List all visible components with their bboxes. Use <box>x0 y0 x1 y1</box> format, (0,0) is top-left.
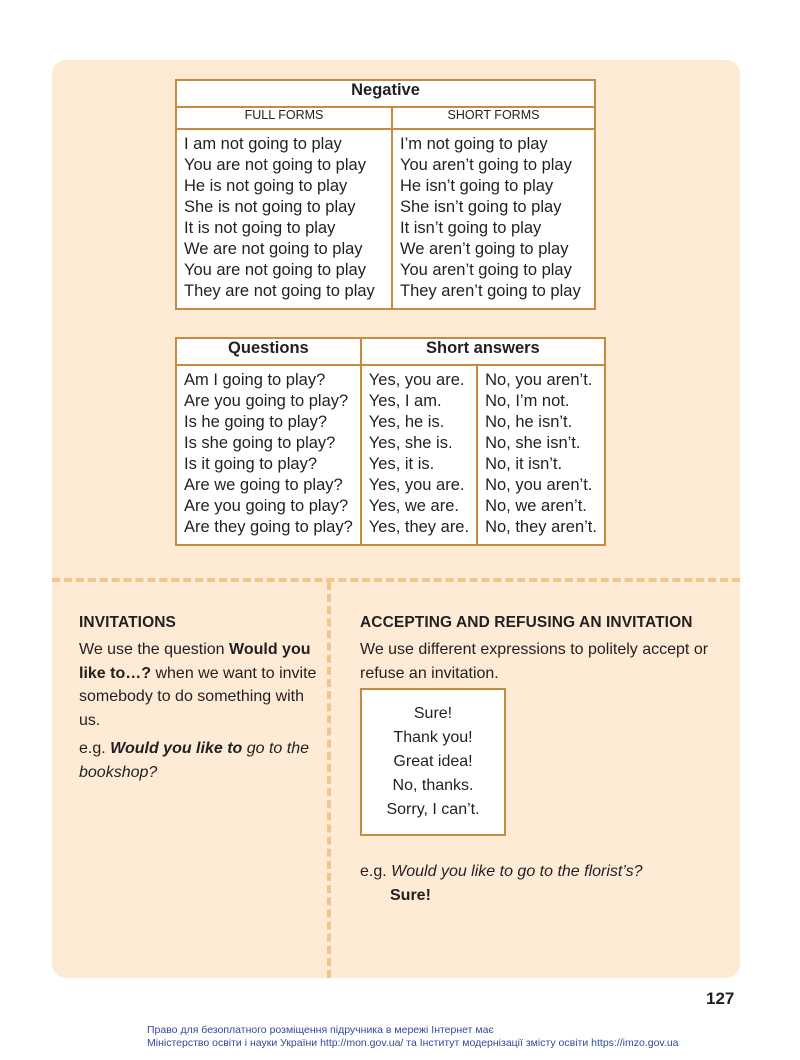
invitations-question-phrase: Would you like to…? <box>79 641 311 682</box>
no-answer-line: No, he isn’t. <box>485 413 573 431</box>
full-form-line: It is not going to play <box>184 219 336 237</box>
footer-line: Право для безоплатного розміщення підручника в мережі Інтернет має <box>147 1024 494 1036</box>
invitations-example <box>79 737 324 784</box>
no-answer-line: No, you aren’t. <box>485 476 593 494</box>
full-form-line: I am not going to play <box>184 135 342 153</box>
short-form-line: You aren’t going to play <box>400 156 572 174</box>
no-answers-column <box>477 365 605 545</box>
example-question: Would you like to go to the florist’s? <box>391 863 643 880</box>
yes-answer-line: Yes, you are. <box>368 371 465 389</box>
no-answer-line: No, we aren’t. <box>485 497 587 515</box>
question-line: Are you going to play? <box>184 497 349 515</box>
yes-answer-line: Yes, I am. <box>368 392 442 410</box>
question-line: Is he going to play? <box>184 413 328 431</box>
yes-answers-column <box>361 365 477 545</box>
full-form-line: You are not going to play <box>184 156 366 174</box>
invitations-text-part: when we want to invite somebody to do something with us. <box>79 664 317 729</box>
short-forms-column <box>392 129 595 309</box>
questions-header: Questions <box>176 338 361 365</box>
short-form-line: He isn’t going to play <box>400 177 554 195</box>
expressions-box <box>360 688 506 836</box>
negative-table <box>175 79 596 310</box>
short-form-line: It isn’t going to play <box>400 219 542 237</box>
no-answer-line: No, she isn’t. <box>485 434 581 452</box>
questions-column <box>176 365 361 545</box>
expression-line: Sorry, I can’t. <box>386 801 480 818</box>
expression-line: Great idea! <box>393 753 473 770</box>
negative-table-title: Negative <box>176 80 595 107</box>
expression-line: Sure! <box>413 705 453 722</box>
footer-line: Міністерство освіти і науки України http://mon.gov.ua/ та Інститут модернізації змісту освіти https://imzo.gov.ua <box>147 1037 679 1049</box>
full-forms-header: FULL FORMS <box>176 107 392 129</box>
short-form-line: They aren’t going to play <box>400 282 581 300</box>
no-answer-line: No, it isn’t. <box>485 455 563 473</box>
invitations-text <box>79 638 319 732</box>
short-form-line: She isn’t going to play <box>400 198 562 216</box>
full-form-line: He is not going to play <box>184 177 348 195</box>
yes-answer-line: Yes, we are. <box>368 497 459 515</box>
question-line: Are they going to play? <box>184 518 353 536</box>
yes-answer-line: Yes, they are. <box>368 518 470 536</box>
full-forms-column <box>176 129 392 309</box>
invitations-text-part: We use the question <box>79 641 230 658</box>
full-form-line: You are not going to play <box>184 261 366 279</box>
full-form-line: She is not going to play <box>184 198 356 216</box>
short-answers-header: Short answers <box>361 338 605 365</box>
vertical-dashed-divider <box>327 582 331 978</box>
example-rest: go to the bookshop? <box>79 740 310 781</box>
full-form-line: They are not going to play <box>184 282 375 300</box>
expression-line: Thank you! <box>393 729 473 746</box>
example-prefix: e.g. <box>79 740 111 757</box>
invitations-heading: INVITATIONS <box>79 614 176 631</box>
accepting-heading: ACCEPTING AND REFUSING AN INVITATION <box>360 614 693 631</box>
full-form-line: We are not going to play <box>184 240 363 258</box>
question-line: Am I going to play? <box>184 371 326 389</box>
questions-table <box>175 337 606 546</box>
question-line: Is it going to play? <box>184 455 317 473</box>
short-form-line: We aren’t going to play <box>400 240 569 258</box>
no-answer-line: No, they aren’t. <box>485 518 597 536</box>
yes-answer-line: Yes, you are. <box>368 476 465 494</box>
question-line: Are you going to play? <box>184 392 349 410</box>
footer-notice <box>147 1024 679 1050</box>
short-form-line: I’m not going to play <box>400 135 548 153</box>
page-number: 127 <box>706 989 735 1008</box>
example-answer: Sure! <box>390 886 431 904</box>
short-form-line: You aren’t going to play <box>400 261 572 279</box>
yes-answer-line: Yes, she is. <box>368 434 453 452</box>
horizontal-dashed-divider <box>52 578 740 582</box>
accepting-text: We use different expressions to politely accept or refuse an invitation. <box>360 641 709 682</box>
yes-answer-line: Yes, it is. <box>368 455 435 473</box>
expression-line: No, thanks. <box>392 777 474 794</box>
yes-answer-line: Yes, he is. <box>368 413 445 431</box>
no-answer-line: No, you aren’t. <box>485 371 593 389</box>
example-prefix: e.g. <box>360 863 392 880</box>
example-bold-phrase: Would you like to <box>110 740 243 757</box>
accepting-example <box>360 860 730 907</box>
question-line: Are we going to play? <box>184 476 343 494</box>
short-forms-header: SHORT FORMS <box>392 107 595 129</box>
question-line: Is she going to play? <box>184 434 336 452</box>
no-answer-line: No, I’m not. <box>485 392 570 410</box>
